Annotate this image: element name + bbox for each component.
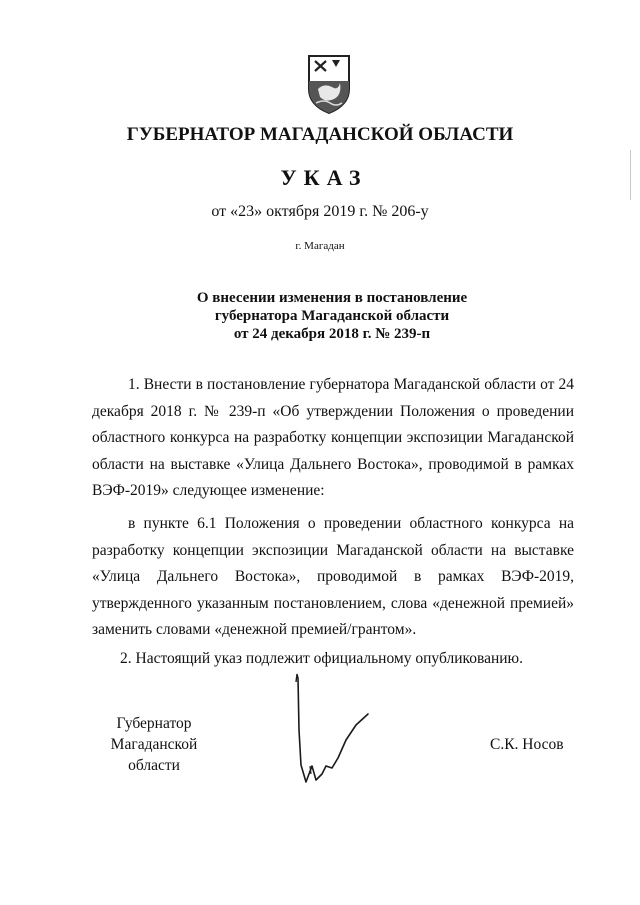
- document-subject: [0, 289, 640, 343]
- body-paragraph-3: 2. Настоящий указ подлежит официальному опубликованию.: [120, 650, 524, 667]
- body-paragraph-1: 1. Внести в постановление губернатора Магаданской области от 24 декабря 2018 г. № 239-п «Об утверждении Положения о проведении областного конкурса на разработку концепции экспозиции Магаданской области на выставке «Улица Дальнего Востока», проводимой в рамках ВЭФ-2019» следующее изменение:: [92, 376, 574, 499]
- signatory-title: [84, 713, 224, 776]
- signatory-name: С.К. Носов: [490, 736, 564, 753]
- signatory-title-line: Губернатор: [116, 715, 192, 732]
- issuing-authority: ГУБЕРНАТОР МАГАДАНСКОЙ ОБЛАСТИ: [126, 124, 514, 145]
- handwritten-signature-icon: [286, 670, 396, 790]
- document-type: УКАЗ: [280, 165, 368, 190]
- document-date-number: от «23» октября 2019 г. № 206-у: [211, 203, 429, 220]
- issue-city: г. Магадан: [295, 240, 345, 252]
- signatory-title-line: Магаданской области: [110, 736, 198, 774]
- magadan-coat-of-arms-icon: [306, 53, 352, 115]
- scan-edge-mark: [630, 150, 631, 200]
- subject-line: от 24 декабря 2018 г. № 239-п: [233, 326, 431, 342]
- body-paragraph-2: в пункте 6.1 Положения о проведении областного конкурса на разработку концепции экспозиции Магаданской области на выставке «Улица Дальнего Востока», проводимой в рамках ВЭФ-2019, утвержденного указанным постановлением, слова «денежной премией» заменить словами «денежной премией/грантом».: [92, 515, 574, 638]
- subject-line: О внесении изменения в постановление: [196, 290, 468, 306]
- subject-line: губернатора Магаданской области: [214, 308, 450, 324]
